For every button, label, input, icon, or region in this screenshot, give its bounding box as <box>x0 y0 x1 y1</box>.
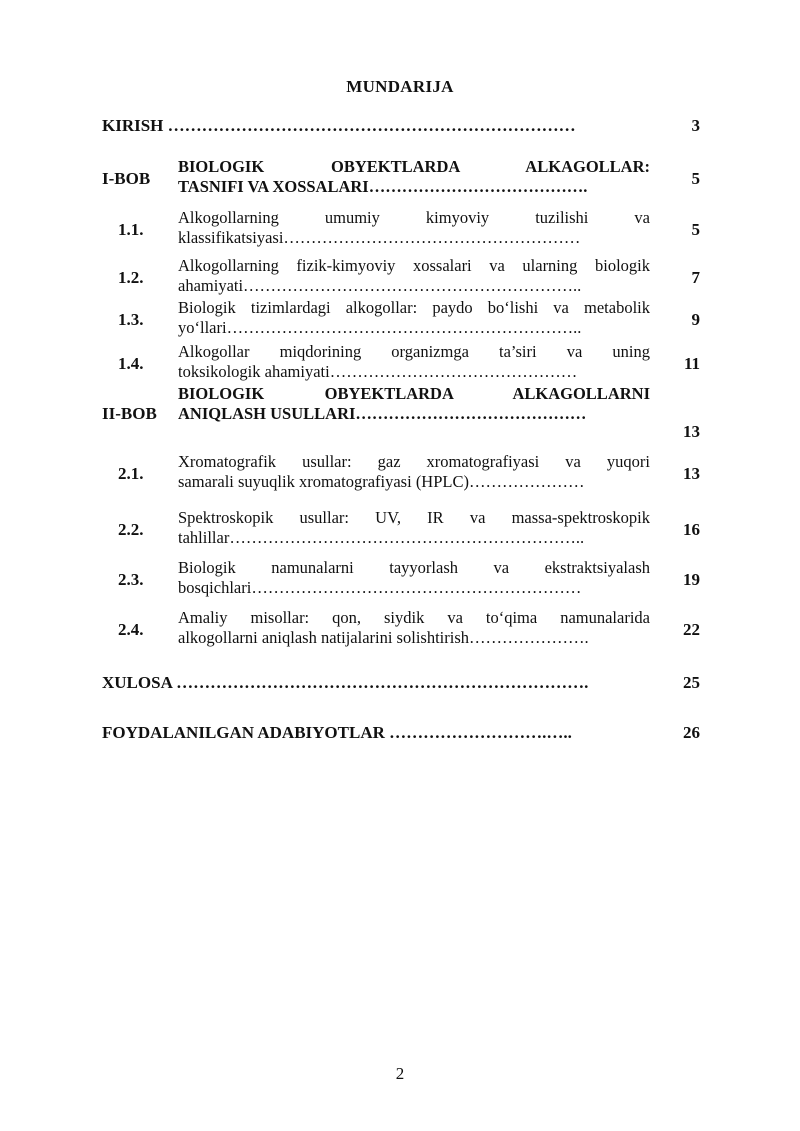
section-title-line: Xromatografik usullar: gaz xromatografiyasi va yuqori <box>178 452 650 471</box>
toc-leader-dots: ……………………….….. <box>389 723 572 742</box>
toc-page-number: 13 <box>683 422 700 441</box>
toc-page-number: 7 <box>691 268 700 287</box>
toc-page-number: 5 <box>691 220 700 239</box>
section-title-line: Alkogollar miqdorining organizmga ta’siri va uning <box>178 342 650 361</box>
toc-leader-dots: ……………………………………………………………… <box>167 116 576 135</box>
section-title-line: Biologik namunalarni tayyorlash va ekstraktsiyalash <box>178 558 650 577</box>
section-title-line: bosqichlari…………………………………………………… <box>178 578 582 597</box>
section-title-line: Alkogollarning fizik-kimyoviy xossalari va ularning biologik <box>178 256 650 275</box>
section-title <box>178 208 650 248</box>
section-title-line: Biologik tizimlardagi alkogollar: paydo bo‘lishi va metabolik <box>178 298 650 317</box>
toc-page-number: 19 <box>683 570 700 589</box>
toc-entry-text <box>102 673 652 693</box>
page-title: MUNDARIJA <box>346 77 454 96</box>
section-title-line: Spektroskopik usullar: UV, IR va massa-spektroskopik <box>178 508 650 527</box>
toc-page-number: 5 <box>691 169 700 188</box>
toc-entry-label: KIRISH <box>102 116 164 135</box>
section-label: 2.1. <box>118 464 144 483</box>
section-label: 1.2. <box>118 268 144 287</box>
section-title-line: tahlillar……………………………………………………….. <box>178 528 585 547</box>
toc-page-number: 3 <box>691 116 700 135</box>
chapter-title-line: TASNIFI VA XOSSALARI…………………………………. <box>178 177 588 196</box>
section-title <box>178 256 650 296</box>
toc-page-number: 25 <box>683 673 700 692</box>
section-title-line: yo‘llari……………………………………………………….. <box>178 318 582 337</box>
section-title <box>178 342 650 382</box>
section-label: 2.4. <box>118 620 144 639</box>
section-label: 1.4. <box>118 354 144 373</box>
section-title <box>178 452 650 492</box>
section-label: 2.2. <box>118 520 144 539</box>
toc-entry-label: FOYDALANILGAN ADABIYOTLAR <box>102 723 385 742</box>
section-title <box>178 298 650 338</box>
section-title-line: klassifikatsiyasi……………………………………………… <box>178 228 581 247</box>
section-title-line: Amaliy misollar: qon, siydik va to‘qima namunalarida <box>178 608 650 627</box>
section-label: 2.3. <box>118 570 144 589</box>
section-label: 1.3. <box>118 310 144 329</box>
section-title-line: toksikologik ahamiyati……………………………………… <box>178 362 578 381</box>
chapter-title-line: BIOLOGIK OBYEKTLARDA ALKAGOLLARNI <box>178 384 650 403</box>
section-title-line: ahamiyati…………………………………………………….. <box>178 276 582 295</box>
toc-entry-text <box>102 116 652 136</box>
toc-entry-label: XULOSA <box>102 673 172 692</box>
toc-page-number: 13 <box>683 464 700 483</box>
chapter-title <box>178 157 650 197</box>
toc-leader-dots: ………………………………………………………………. <box>176 673 589 692</box>
toc-page-number: 22 <box>683 620 700 639</box>
section-title-line: alkogollarni aniqlash natijalarini solishtirish…………………. <box>178 628 589 647</box>
toc-entry-text <box>102 723 652 743</box>
section-title <box>178 558 650 598</box>
chapter-title-line: BIOLOGIK OBYEKTLARDA ALKAGOLLAR: <box>178 157 650 176</box>
toc-page-number: 11 <box>683 354 700 373</box>
section-title-line: samarali suyuqlik xromatografiyasi (HPLC)………………… <box>178 472 585 491</box>
chapter-title <box>178 384 650 424</box>
section-title <box>178 608 650 648</box>
chapter-label: I-BOB <box>102 169 151 188</box>
toc-page-number: 16 <box>683 520 700 539</box>
section-title <box>178 508 650 548</box>
toc-page-number: 26 <box>683 723 700 742</box>
toc-page-number: 9 <box>691 310 700 329</box>
chapter-title-line: ANIQLASH USULLARI…………………………………… <box>178 404 587 423</box>
section-label: 1.1. <box>118 220 144 239</box>
chapter-label: II-BOB <box>102 404 157 423</box>
section-title-line: Alkogollarning umumiy kimyoviy tuzilishi va <box>178 208 650 227</box>
page-number: 2 <box>395 1064 405 1083</box>
